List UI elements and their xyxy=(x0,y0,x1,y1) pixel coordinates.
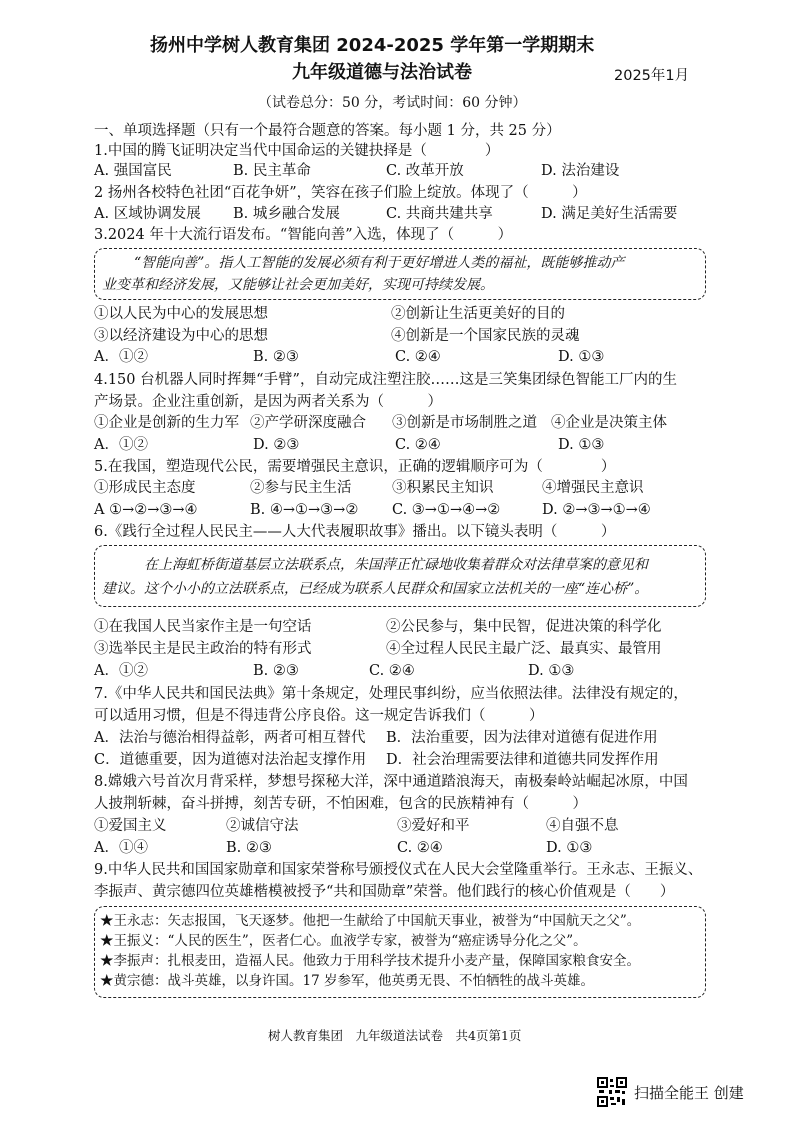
q5-item-3: ③积累民主知识 xyxy=(392,480,494,496)
q6-item-3: ③选举民主是民主政治的特有形式 xyxy=(94,641,312,657)
q6-option-c: C. ②④ xyxy=(369,663,415,679)
section-heading: 一、单项选择题（只有一个最符合题意的答案。每小题 1 分，共 25 分） xyxy=(94,123,561,139)
q1-option-c: C. 改革开放 xyxy=(386,163,464,179)
q3-stem: 3.2024 年十大流行语发布。“智能向善”入选，体现了（ ） xyxy=(94,227,513,243)
q9-hero-1: ★王永志：矢志报国，飞天逐梦。他把一生献给了中国航天事业，被誉为“中国航天之父”。 xyxy=(100,913,641,929)
q9-hero-2: ★王振义：“人民的医生”，医者仁心。血液学专家，被誉为“癌症诱导分化之父”。 xyxy=(100,933,587,949)
q1-stem: 1.中国的腾飞证明决定当代中国命运的关键抉择是（ ） xyxy=(94,143,500,159)
q1-option-d: D. 法治建设 xyxy=(541,163,620,179)
q8-stem-line2: 人披荆斩棘，奋斗拼搏，刻苦专研，不怕困难，包含的民族精神有（ ） xyxy=(94,796,587,812)
q5-item-4: ④增强民主意识 xyxy=(542,480,644,496)
q3-item-2: ②创新让生活更美好的目的 xyxy=(391,306,565,322)
q6-stem: 6.《践行全过程人民民主——人大代表履职故事》播出。以下镜头表明（ ） xyxy=(94,524,616,540)
q5-option-a: A ①→②→③→④ xyxy=(94,502,198,518)
q1-option-a: A. 强国富民 xyxy=(94,163,172,179)
q2-option-b: B. 城乡融合发展 xyxy=(233,206,340,222)
q7-stem-line1: 7.《中华人民共和国民法典》第十条规定，处理民事纠纷，应当依照法律。法律没有规定的， xyxy=(94,686,688,702)
q9-hero-4: ★黄宗德：战斗英雄，以身许国。17 岁参军，他英勇无畏、不怕牺牲的战斗英雄。 xyxy=(100,973,594,989)
q2-option-a: A. 区域协调发展 xyxy=(94,206,201,222)
q3-item-3: ③以经济建设为中心的思想 xyxy=(94,328,268,344)
q8-option-b: B. ②③ xyxy=(226,840,272,856)
q4-item-4: ④企业是决策主体 xyxy=(551,415,667,431)
q7-option-c: C．道德重要，因为道德对法治起支撑作用 xyxy=(94,752,367,768)
q9-stem-line1: 9.中华人民共和国国家勋章和国家荣誉称号颁授仪式在人民大会堂隆重举行。王永志、王振义、 xyxy=(94,862,703,878)
q8-option-a: A．①④ xyxy=(94,840,148,856)
exam-subtitle: 九年级道德与法治试卷 xyxy=(292,62,472,83)
q2-stem: 2 扬州各校特色社团“百花争妍”，笑容在孩子们脸上绽放。体现了（ ） xyxy=(94,185,587,201)
q8-item-1: ①爱国主义 xyxy=(94,818,167,834)
q6-material-line2: 建议。这个小小的立法联系点，已经成为联系人民群众和国家立法机关的一座“连心桥”。 xyxy=(102,581,649,597)
q8-item-2: ②诚信守法 xyxy=(226,818,299,834)
q8-item-3: ③爱好和平 xyxy=(397,818,470,834)
q5-stem: 5.在我国，塑造现代公民，需要增强民主意识，正确的逻辑顺序可为（ ） xyxy=(94,459,616,475)
q5-item-1: ①形成民主态度 xyxy=(94,480,196,496)
q6-option-a: A．①② xyxy=(94,663,148,679)
page-footer: 树人教育集团 九年级道法试卷 共4页第1页 xyxy=(268,1028,522,1043)
q5-option-d: D. ②→③→①→④ xyxy=(542,502,651,518)
q9-hero-3: ★李振声：扎根麦田，造福人民。他致力于用科学技术提升小麦产量，保障国家粮食安全。 xyxy=(100,953,640,969)
q3-option-a: A．①② xyxy=(94,349,148,365)
q3-item-1: ①以人民为中心的发展思想 xyxy=(94,306,268,322)
q7-stem-line2: 可以适用习惯，但是不得违背公序良俗。这一规定告诉我们（ ） xyxy=(94,708,544,724)
q5-option-b: B. ④→①→③→② xyxy=(250,502,359,518)
q4-item-3: ③创新是市场制胜之道 xyxy=(392,415,537,431)
q6-item-1: ①在我国人民当家作主是一句空话 xyxy=(94,619,312,635)
q4-option-b: D. ②③ xyxy=(253,437,300,453)
q4-stem-line1: 4.150 台机器人同时挥舞“手臂”，自动完成注塑注胶……这是三笑集团绿色智能工厂内的生 xyxy=(94,372,677,388)
q8-item-4: ④自强不息 xyxy=(546,818,619,834)
q3-option-c: C. ②④ xyxy=(395,349,441,365)
q3-option-b: B. ②③ xyxy=(253,349,299,365)
q1-option-b: B. 民主革命 xyxy=(233,163,311,179)
scanner-watermark: 扫描全能王 创建 xyxy=(634,1084,744,1102)
exam-info: （试卷总分：50 分，考试时间：60 分钟） xyxy=(258,95,527,111)
q3-item-4: ④创新是一个国家民族的灵魂 xyxy=(391,328,580,344)
q2-option-d: D. 满足美好生活需要 xyxy=(541,206,678,222)
q8-option-c: C. ②④ xyxy=(397,840,443,856)
q6-option-b: B. ②③ xyxy=(253,663,299,679)
q7-option-d: D．社会治理需要法律和道德共同发挥作用 xyxy=(386,752,659,768)
exam-title: 扬州中学树人教育集团 2024-2025 学年第一学期期末 xyxy=(150,35,595,56)
q6-option-d: D. ①③ xyxy=(528,663,575,679)
exam-date: 2025年1月 xyxy=(614,68,690,84)
q3-material-line2: 业变革和经济发展，又能够让社会更加美好，实现可持续发展。 xyxy=(102,277,494,293)
qr-code-icon xyxy=(597,1077,627,1107)
q2-option-c: C. 共商共建共享 xyxy=(386,206,493,222)
q4-item-1: ①企业是创新的生力军 xyxy=(94,415,239,431)
q4-option-d: D. ①③ xyxy=(558,437,605,453)
q4-stem-line2: 产场景。企业注重创新，是因为两者关系为（ ） xyxy=(94,394,442,410)
q9-stem-line2: 李振声、黄宗德四位英雄楷模被授予“共和国勋章”荣誉。他们践行的核心价值观是（ ） xyxy=(94,884,675,900)
q6-item-4: ④全过程人民民主最广泛、最真实、最管用 xyxy=(386,641,662,657)
q4-option-c: C. ②④ xyxy=(395,437,441,453)
q5-item-2: ②参与民主生活 xyxy=(250,480,352,496)
q8-stem-line1: 8.嫦娥六号首次月背采样，梦想号探秘大洋，深中通道踏浪海天，南极秦岭站崛起冰原，中国 xyxy=(94,774,688,790)
q8-option-d: D. ①③ xyxy=(546,840,593,856)
q7-option-b: B．法治重要，因为法律对道德有促进作用 xyxy=(386,730,658,746)
q6-material-line1: 在上海虹桥街道基层立法联系点，朱国萍正忙碌地收集着群众对法律草案的意见和 xyxy=(144,557,648,573)
q6-item-2: ②公民参与，集中民智，促进决策的科学化 xyxy=(386,619,662,635)
q4-option-a: A．①② xyxy=(94,437,148,453)
q7-option-a: A．法治与德治相得益彰，两者可相互替代 xyxy=(94,730,366,746)
q4-item-2: ②产学研深度融合 xyxy=(250,415,366,431)
q3-material-line1: “智能向善”。指人工智能的发展必须有利于更好增进人类的福祉，既能够推动产 xyxy=(134,255,625,271)
q3-option-d: D. ①③ xyxy=(558,349,605,365)
q5-option-c: C. ③→①→④→② xyxy=(392,502,501,518)
